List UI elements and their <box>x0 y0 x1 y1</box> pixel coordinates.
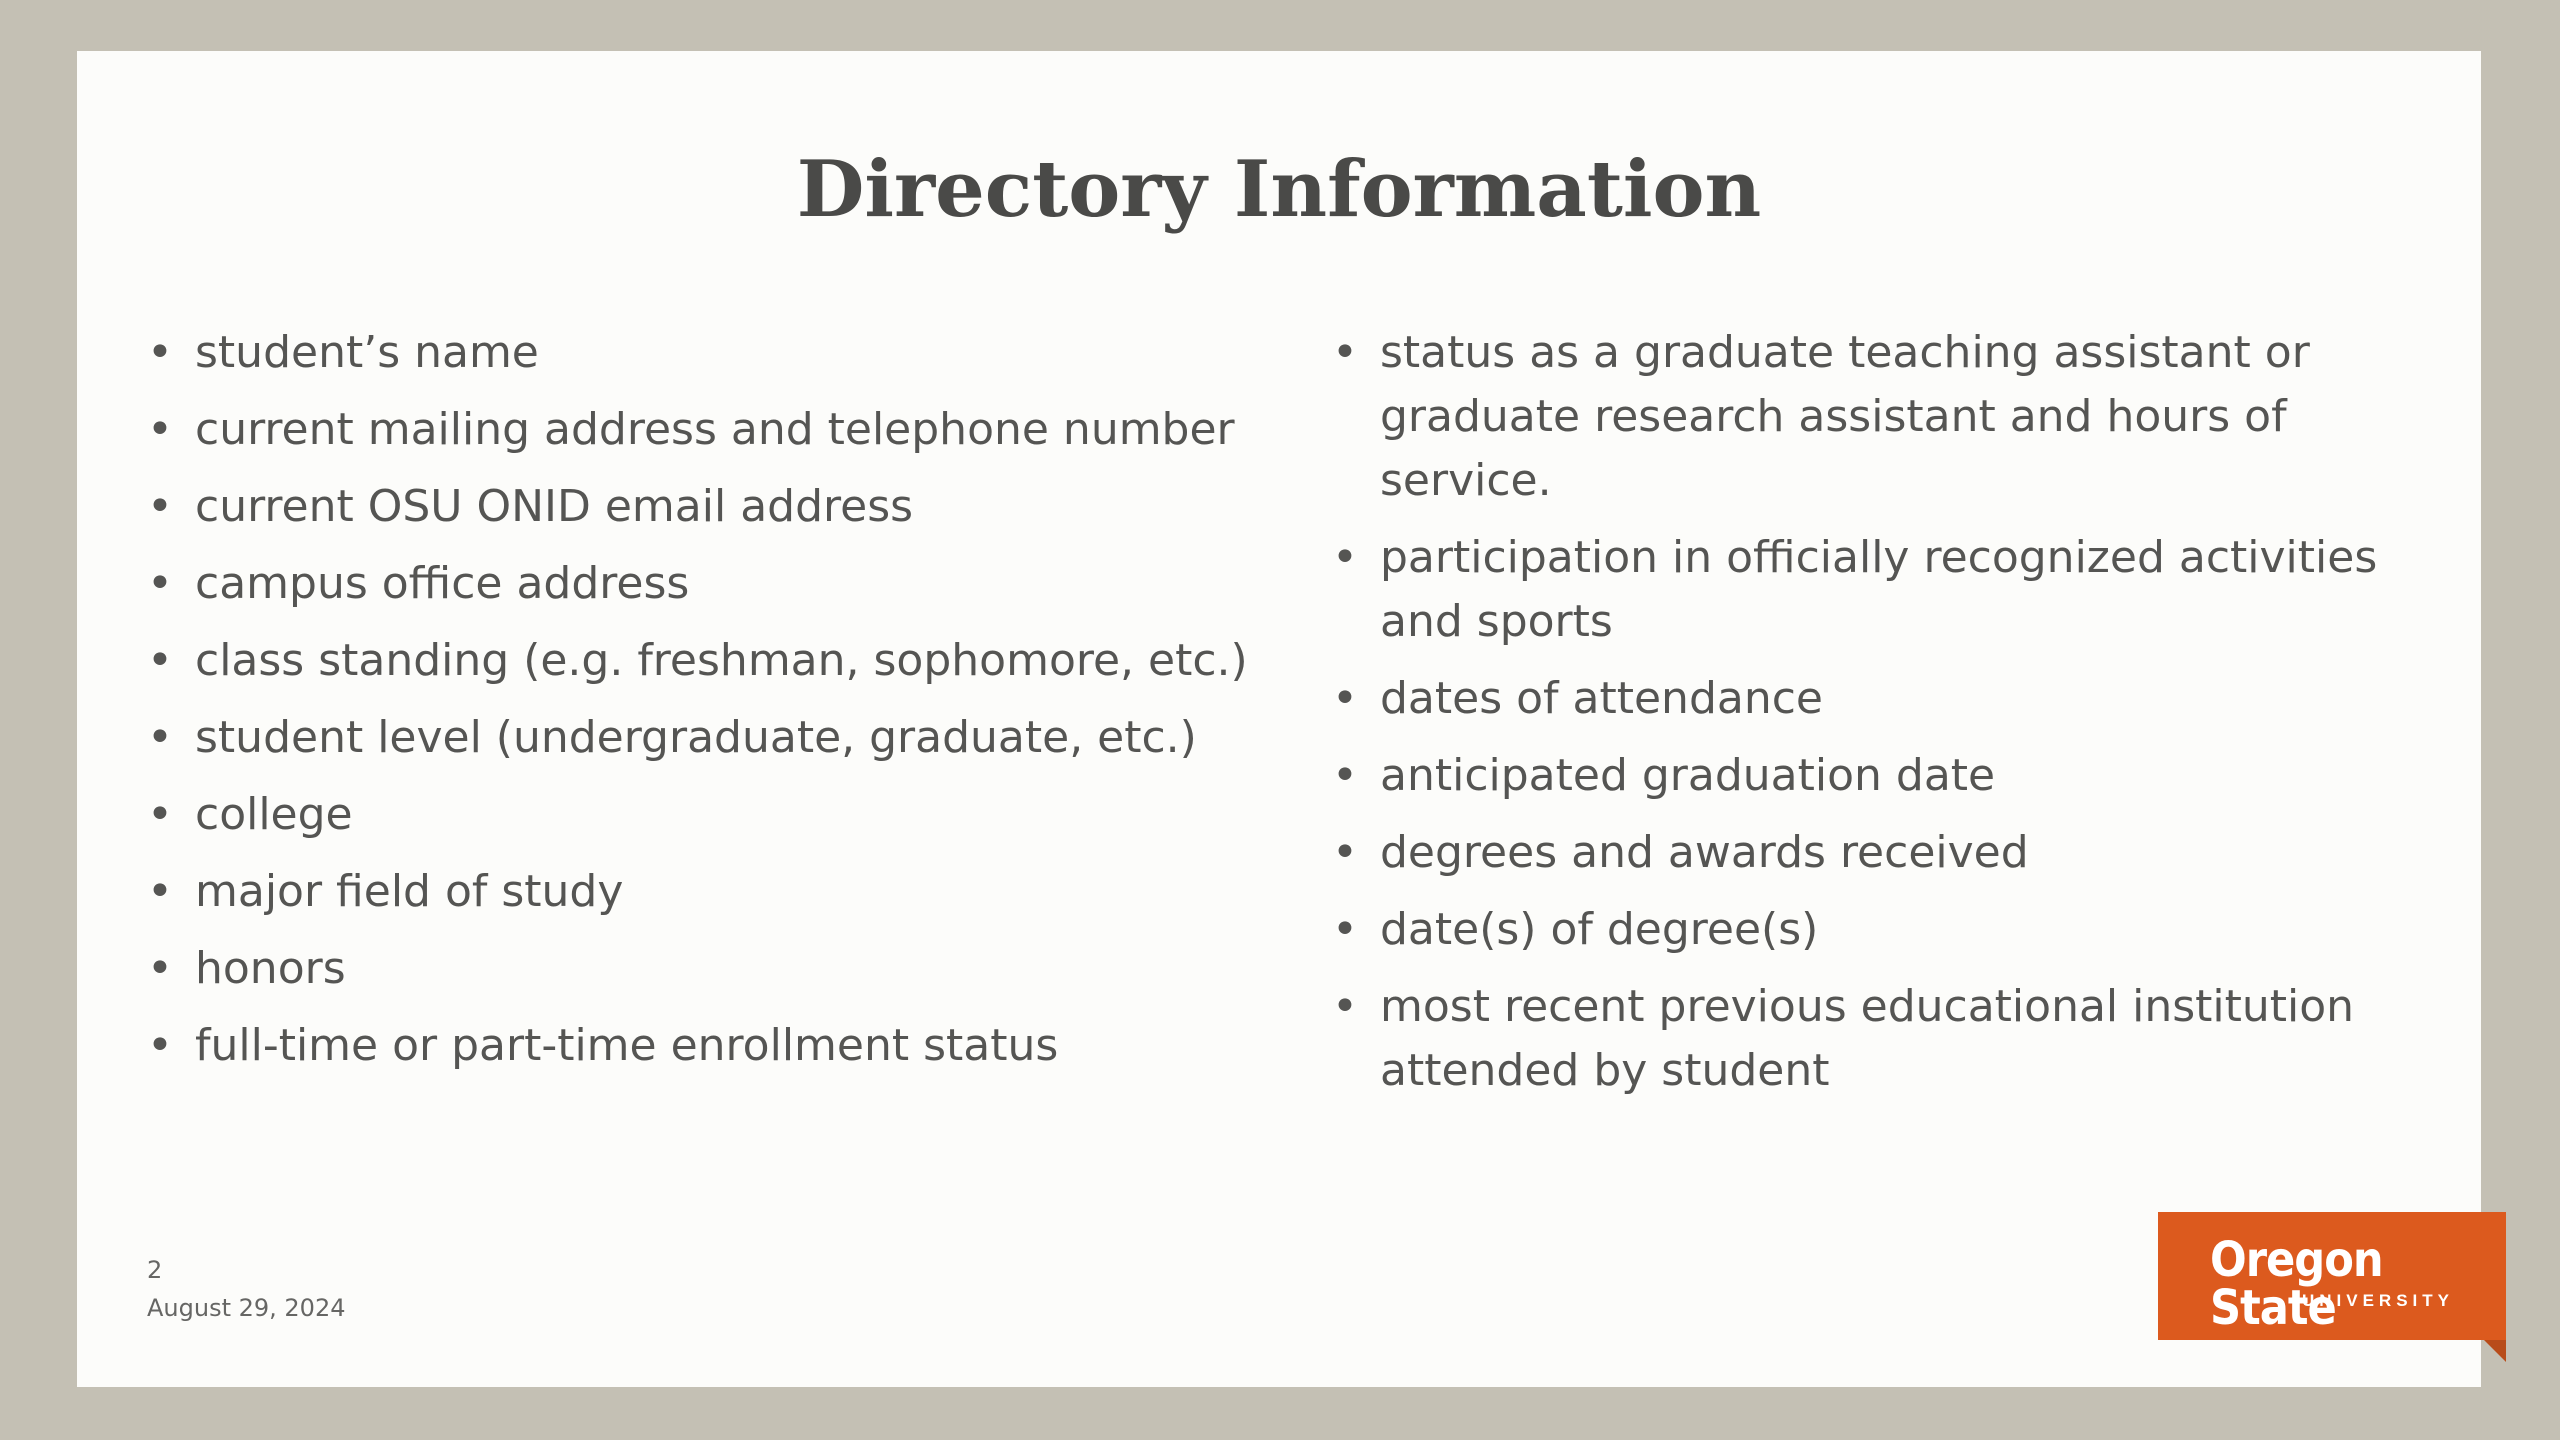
list-item-text: student level (undergraduate, graduate, etc.) <box>195 712 1197 763</box>
slide-title: Directory Information <box>796 144 1762 235</box>
list-item-text: date(s) of degree(s) <box>1380 904 1819 955</box>
list-item-text: honors <box>195 943 346 994</box>
list-item <box>147 552 1297 616</box>
list-item <box>1332 667 2422 731</box>
logo-subtitle: UNIVERSITY <box>2301 1291 2454 1310</box>
list-item <box>1332 321 2422 513</box>
bullet-icon: • <box>1332 327 1358 378</box>
list-item-text: campus office address <box>195 558 690 609</box>
list-item <box>1332 975 2422 1103</box>
university-logo <box>2158 1212 2506 1340</box>
bullet-icon: • <box>1332 981 1358 1032</box>
bullet-icon: • <box>147 943 173 994</box>
bullet-icon: • <box>1332 827 1358 878</box>
bullet-icon: • <box>147 866 173 917</box>
list-item <box>147 783 1297 847</box>
list-item <box>147 706 1297 770</box>
list-item-text: status as a graduate teaching assistant or graduate research assistant and hours of service. <box>1380 327 2310 506</box>
list-item <box>147 860 1297 924</box>
list-item-text: degrees and awards received <box>1380 827 2029 878</box>
list-item <box>147 629 1297 693</box>
bullet-icon: • <box>1332 673 1358 724</box>
list-item <box>147 398 1297 462</box>
list-item-text: student’s name <box>195 327 539 378</box>
list-item-text: full-time or part-time enrollment status <box>195 1020 1059 1071</box>
bullet-icon: • <box>1332 904 1358 955</box>
bullet-icon: • <box>147 789 173 840</box>
bullet-icon: • <box>147 635 173 686</box>
list-item <box>147 1014 1297 1078</box>
bullet-icon: • <box>1332 532 1358 583</box>
bullet-icon: • <box>147 712 173 763</box>
slide-date: August 29, 2024 <box>147 1294 346 1322</box>
list-item <box>1332 821 2422 885</box>
list-item-text: anticipated graduation date <box>1380 750 1996 801</box>
list-item <box>1332 526 2422 654</box>
list-item-text: college <box>195 789 353 840</box>
list-item-text: class standing (e.g. freshman, sophomore, etc.) <box>195 635 1248 686</box>
bullet-icon: • <box>147 558 173 609</box>
list-item <box>1332 744 2422 808</box>
list-item <box>147 475 1297 539</box>
list-item <box>147 321 1297 385</box>
logo-fold <box>2484 1340 2506 1362</box>
list-item-text: dates of attendance <box>1380 673 1823 724</box>
bullet-icon: • <box>1332 750 1358 801</box>
slide <box>77 51 2481 1387</box>
slide-number: 2 <box>147 1256 163 1284</box>
left-bullet-list <box>147 321 1297 1091</box>
right-bullet-list <box>1332 321 2422 1116</box>
list-item <box>1332 898 2422 962</box>
list-item-text: participation in officially recognized activities and sports <box>1380 532 2378 647</box>
bullet-icon: • <box>147 327 173 378</box>
list-item-text: major field of study <box>195 866 624 917</box>
list-item-text: most recent previous educational institution attended by student <box>1380 981 2355 1096</box>
list-item-text: current OSU ONID email address <box>195 481 914 532</box>
logo-name: Oregon State <box>2210 1232 2383 1336</box>
list-item <box>147 937 1297 1001</box>
list-item-text: current mailing address and telephone number <box>195 404 1235 455</box>
bullet-icon: • <box>147 481 173 532</box>
bullet-icon: • <box>147 404 173 455</box>
logo-badge <box>2158 1212 2506 1340</box>
bullet-icon: • <box>147 1020 173 1071</box>
